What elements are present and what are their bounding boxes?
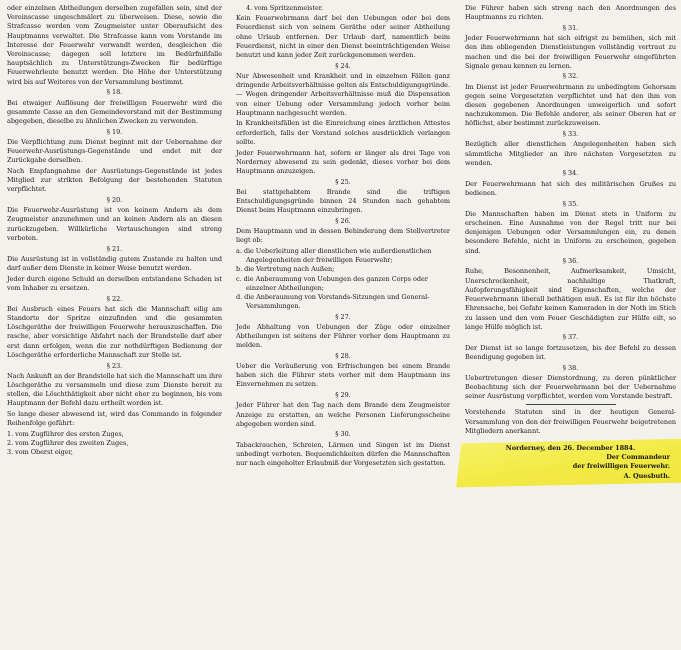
paragraph: Tabackrauchen, Schreien, Lärmen und Singen ist im Dienst unbedingt verboten. Bequemlichkeiten dürfen die Mannschaften nur nach eingeholter Erlaubniß der Vorgesetzten sich gestatten.	[236, 440, 450, 468]
paragraph: oder einzelnen Abtheilungen derselben zugefallen sein, sind der Vereinscasse ungeschmälert zu überweisen. Diese, sowie die Strafcasse werden vom Zeugmeister unter Oberaufsicht des Hauptmanns verwaltet. Die Strafcasse kann vom Vorstande im Interesse der Feuerwehr verwandt werden, desgleichen die Vereinscasse; dagegen soll letztere im Bedürfnißfalle hauptsächlich zu Unterstützungs-Zwecken für bedürftige Feuerwehrleute benutzt werden. Die Höhe der Unterstützung wird bis auf Weiteres von der Versammlung bestimmt.	[7, 4, 222, 86]
section-heading-18: § 18.	[106, 88, 123, 97]
section-heading-21: § 21.	[106, 244, 123, 253]
section-heading-37: § 37.	[562, 333, 579, 342]
paragraph: Ruhe, Besonnenheit, Aufmerksamkeit, Umsicht, Unerschrockenheit, nachhaltige Thatkraft, Aufopferungsfähigkeit sind Eigenschaften, welche der Feuerwehrmann überall bethätigen muß. Es ist für ihn höchste Ehrensache, bei Gefahr keinen Kameraden in der Noth im Stich zu lassen und den vom Feuer Geschädigten zur Hülfe eilt, so lange Hülfe möglich ist.	[465, 267, 676, 331]
paragraph: Bezüglich aller dienstlichen Angelegenheiten haben sich sämmtliche Mitglieder an ihre nächsten Vorgesetzten zu wenden.	[465, 140, 676, 167]
list-item: 3. vom Oberst eiger,	[7, 448, 73, 457]
place-date: Norderney, den 26. December 1884.	[505, 443, 636, 452]
list-item: a. die Ueberleitung aller dienstlichen wie außerdienstlichen Angelegenheiten der freiwilligen Feuerwehr;	[236, 247, 432, 265]
section-heading-33: § 33.	[562, 130, 579, 139]
paragraph: Der Feuerwehrmann hat sich des militärischen Grußes zu bedienen.	[465, 179, 676, 197]
paragraph: Die Ausrüstung ist in vollständig gutem Zustande zu halten und darf außer dem Dienste in keiner Weise benutzt werden.	[7, 254, 222, 272]
section-heading-30: § 30.	[335, 430, 351, 439]
highlighted-signature-block	[465, 441, 676, 483]
section-heading-26: § 26.	[335, 216, 351, 225]
section-heading-20: § 20.	[106, 196, 123, 205]
paragraph: Jeder Führer hat den Tag nach dem Brande dem Zeugmeister Anzeige zu erstatten, an welche Personen Lieferungsscheine abgegeben worden sind.	[236, 401, 450, 428]
section-heading-23: § 23.	[106, 361, 123, 370]
section-heading-24: § 24.	[335, 61, 351, 70]
section-heading-35: § 35.	[562, 199, 579, 208]
paragraph: Kein Feuerwehrmann darf bei den Uebungen oder bei dem Feuerdienst sich von seinem Geräthe oder seiner Abtheilung ohne Urlaub entfernen. Der Urlaub darf, namentlich beim Feuerdienst, nicht in einer den Dienst beeinträchtigenden Weise benutzt und kann jeder Zeit zurückgenommen werden.	[236, 14, 450, 60]
paragraph: In Krankheitsfällen ist die Einreichung eines ärztlichen Attestes erforderlich, falls der Vorstand solches ausdrücklich verlangen sollte.	[236, 119, 450, 146]
paragraph: Nach Empfangnahme der Ausrüstungs-Gegenstände ist jedes Mitglied zur strikten Befolgung der bestehenden Statuten verpflichtet.	[7, 166, 222, 194]
signature-title: Der Commandeur	[606, 453, 670, 462]
paragraph: Jeder Feuerwehrmann hat, sofern er länger als drei Tage von Norderney abwesend zu sein gedenkt, dieses vorher bei dem Hauptmann anzuzeigen.	[236, 148, 450, 175]
paragraph: Uebertretungen dieser Dienstordnung, zu deren pünktlicher Beobachtung sich der Feuerwehrmann bei der Uebernahme seiner Ausrüstung verpflichtet, werden vom Vorstande bestraft.	[465, 373, 676, 401]
column-left	[7, 4, 222, 459]
paragraph: Die Mannschaften haben im Dienst stets in Uniform zu erscheinen. Eine Ausnahme von der Regel tritt nur bei denjenigen Uebungen oder Versammlungen ein, zu denen besondere Befehle, nicht in Uniform zu erscheinen, gegeben sind.	[465, 209, 676, 255]
paragraph: Bei stattgehabtem Brande sind die triftigen Entschuldigungsgründe binnen 24 Stunden nach gehabtem Dienst beim Hauptmann einzubringen.	[236, 187, 450, 215]
section-heading-38: § 38.	[562, 363, 579, 372]
section-heading-34: § 34.	[562, 169, 579, 178]
paragraph: Nur Abwesenheit und Krankheit und in einzelnen Fällen ganz dringende Arbeitsverhältnisse gelten als Entschuldigungsgründe. — Wegen dringender Arbeitsverhältnisse muß die Dispensation von einer Uebung oder Versammlung jedoch vorher beim Hauptmann nachgesucht werden.	[236, 71, 450, 117]
paragraph: Vorstehende Statuten sind in der heutigen General-Versammlung von den der freiwilligen Feuerwehr beigetretenen Mitgliedern anerkannt.	[465, 408, 676, 435]
section-heading-25: § 25.	[335, 177, 351, 186]
column-right	[465, 4, 676, 483]
paragraph: Bei Ausbruch eines Feuers hat sich die Mannschaft eilig am Standorte der Spritze einzufinden und die gesammten Löschgeräthe der freiwilligen Feuerwehr herauszuschaffen. Die rasche, aber vorsichtige Abfahrt nach der Brandstelle darf aber erst dann erfolgen, wenn die zur nothdürftigen Bedienung der Löschgeräthe erforderliche Mannschaft zur Stelle ist.	[7, 304, 222, 359]
paragraph: So lange dieser abwesend ist, wird das Commando in folgender Reihenfolge geführt:	[7, 410, 222, 428]
section-heading-29: § 29.	[335, 391, 351, 400]
list-item: 2. vom Zugführer des zweiten Zuges,	[7, 439, 129, 448]
paragraph: Jede Abhaltung von Uebungen der Züge oder einzelner Abtheilungen ist seitens der Führer vorher dem Hauptmann zu melden.	[236, 322, 450, 350]
signature-name: A. Quesbuth.	[623, 471, 670, 480]
paragraph: Jeder durch eigene Schuld an derselben entstandene Schaden ist vom Inhaber zu ersetzen.	[7, 274, 222, 292]
section-heading-19: § 19.	[106, 127, 123, 136]
paragraph: Nach Ankunft an der Brandstelle hat sich die Mannschaft um ihre Löschgeräthe zu versammeln und diese zum Dienste bereit zu stellen, die Löschthätigkeit aber nicht eher zu beginnen, bis vom Hauptmann der Befehl dazu ertheilt worden ist.	[7, 371, 222, 408]
list-item: d. die Anberaumung von Vorstands-Sitzungen und General-Versammlungen.	[236, 293, 430, 311]
section-heading-28: § 28.	[335, 351, 351, 360]
section-heading-31: § 31.	[562, 23, 579, 32]
paragraph: Jeder Feuerwehrmann hat sich eifrigst zu bemühen, sich mit den ihm obliegenden Dienstleistungen vollständig vertraut zu machen und die bei der freiwilligen Feuerwehr eingeführten Signale genau kennen zu lernen.	[465, 34, 676, 70]
list-item: 1. vom Zugführer des ersten Zuges,	[7, 429, 124, 438]
signature-organization: der freiwilligen Feuerwehr.	[572, 462, 670, 471]
paragraph: Im Dienst ist jeder Feuerwehrmann zu unbedingtem Gehorsam gegen seine Vorgesetzten verpflichtet und hat den ihm von diesen gegebenen Anordnungen unweigerlich und sofort nachzukommen. Die Befehle anderer, als seiner Oberen hat er höflichst, aber bestimmt zurückzuweisen.	[465, 82, 676, 128]
section-heading-27: § 27.	[335, 312, 351, 321]
section-heading-32: § 32.	[562, 72, 579, 81]
command-order-list	[7, 430, 222, 458]
paragraph: Dem Hauptmann und in dessen Behinderung dem Stellvertreter liegt ob:	[236, 227, 450, 245]
section-heading-36: § 36.	[562, 257, 579, 266]
divider	[526, 404, 616, 405]
paragraph: Die Verpflichtung zum Dienst beginnt mit der Uebernahme der Feuerwehr-Ausrüstungs-Gegenstände und endet mit der Zurückgabe derselben.	[7, 137, 222, 165]
list-item: b. die Vertretung nach Außen;	[236, 265, 335, 274]
paragraph: Die Feuerwehr-Ausrüstung ist von keinem Andern als dem Zeugmeister anzunehmen und an keinen Andern als an diesen zurückzugeben. Willkürliche Vertauschungen sind streng verboten.	[7, 206, 222, 242]
paragraph: Der Dienst ist so lange fortzusetzen, bis der Befehl zu dessen Beendigung gegeben ist.	[465, 343, 676, 361]
duties-list	[236, 247, 450, 311]
column-middle	[236, 4, 450, 470]
list-item: 4. vom Spritzenmeister.	[246, 4, 324, 12]
paragraph: Ueber die Veräußerung von Erfrischungen bei einem Brande haben sich die Führer stets vorher mit dem Hauptmann ins Einvernehmen zu setzen.	[236, 362, 450, 389]
paragraph: Die Führer haben sich streng nach den Anordnungen des Hauptmanns zu richten.	[465, 4, 676, 22]
list-item: c. die Anberaumung von Uebungen des ganzen Corps oder einzelner Abtheilungen;	[236, 274, 428, 292]
section-heading-22: § 22.	[106, 294, 123, 303]
paragraph: Bei etwaiger Auflösung der freiwilligen Feuerwehr wird die gesammte Casse an den Gemeindevorstand mit der Bestimmung abgegeben, dieselbe zu ähnlichen Zwecken zu verwenden.	[7, 98, 222, 125]
